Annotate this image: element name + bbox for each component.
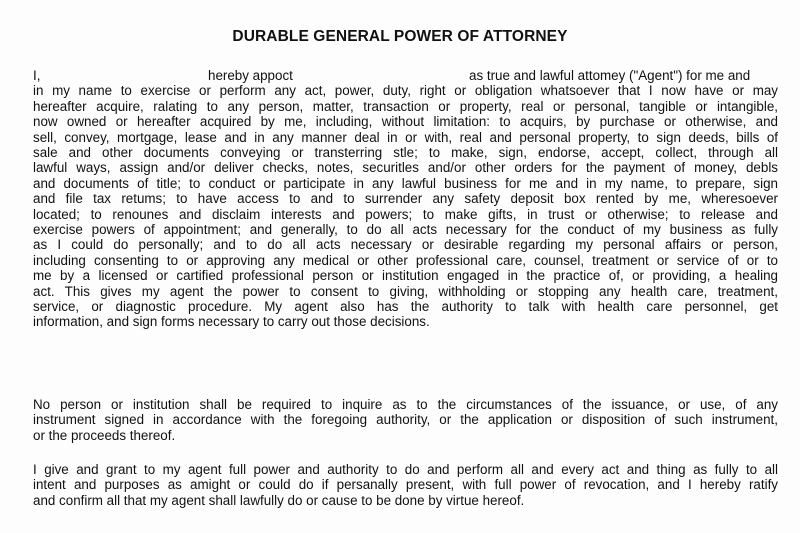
first-line-attorney: as true and lawful attomey ("Agent") for me and xyxy=(469,68,751,83)
text-line: and file tax retums; to have access to and to surrender any safety deposit box rented by me, wheresoever xyxy=(33,191,778,207)
text-line: exercise powers of appointment; and generally, to do all acts necessary for the conduct of my business as fully xyxy=(33,222,778,238)
text-line: located; to renounes and disclaim interests and powers; to make gifts, in trust or otherwise; to release and xyxy=(33,206,778,222)
paragraph-appointment xyxy=(33,68,778,330)
text-line: lawful ways, assign and/or deliver checks, notes, securitles and/or other orders for the payment of money, debls xyxy=(33,160,778,176)
text-line: or the proceeds thereof. xyxy=(33,427,176,443)
first-line-pronoun: I, xyxy=(33,68,41,83)
text-line: me by a licensed or cartified professional person or institution engaged in the practice of, or providing, a healing xyxy=(33,268,778,284)
text-line: sell, convey, mortgage, lease and in any manner deal in or with, real and personal property, to sign deeds, bills of xyxy=(33,129,778,145)
text-line: I give and grant to my agent full power and authority to do and perform all and every act and thing as fully to all xyxy=(33,462,778,477)
text-line: No person or institution shall be required to inquire as to the circumstances of the issuance, or use, of any xyxy=(33,397,778,412)
appointment-first-line xyxy=(33,68,778,83)
text-line: now owned or hereafter acquired by me, including, without limitation: to acquirs, by purchase or otherwise, and xyxy=(33,114,778,130)
text-line: act. This gives my agent the power to consent to giving, withholding or stopping any health care, treatment, xyxy=(33,283,778,299)
first-line-appoint: hereby appoct xyxy=(208,68,293,83)
text-line: instrument signed in accordance with the foregoing authority, or the application or disposition of such instrument, xyxy=(33,412,778,428)
paragraph-grant-of-authority xyxy=(33,462,778,508)
text-line: intent and purposes as amight or could do if persanally present, with full power of revocation, and I hereby ratify xyxy=(33,477,778,493)
paragraph-third-party-reliance xyxy=(33,397,778,443)
text-line: hereafter acquire, ralating to any person, matter, transaction or property, real or personal, tangible or intangible, xyxy=(33,98,778,114)
text-line: and confirm all that my agent shall lawfully do or cause to be done by virtue hereof. xyxy=(33,492,525,508)
text-line: sale and other documents conveying or transterring stle; to make, sign, endorse, accept, collect, through all xyxy=(33,145,778,161)
text-line: and documents of title; to conduct or participate in any lawful business for me and in my name, to prepare, sign xyxy=(33,175,778,191)
text-line: including consenting to or approving any medical or other professional care, counsel, treatment or service of or to xyxy=(33,252,778,268)
text-line: as I could do personally; and to do all acts necessary or desirable regarding my personal affairs or person, xyxy=(33,237,778,253)
text-line: service, or diagnostic procedure. My agent also has the authority to talk with health care personnel, get xyxy=(33,299,778,315)
document-title: DURABLE GENERAL POWER OF ATTORNEY xyxy=(232,28,568,45)
text-line: information, and sign forms necessary to carry out those decisions. xyxy=(33,314,430,330)
text-line: in my name to exercise or perform any act, power, duty, right or obligation whatsoever that I now have or may xyxy=(33,83,778,99)
